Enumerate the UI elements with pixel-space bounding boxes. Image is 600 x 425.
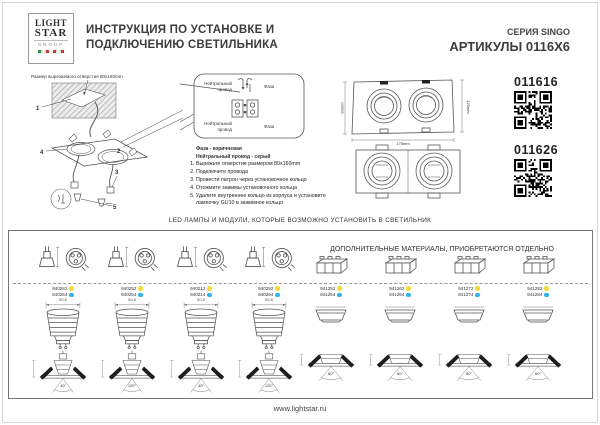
lamp-width-dim: 50.8 bbox=[59, 297, 67, 302]
article-code: 940262 bbox=[52, 285, 68, 291]
article-code: 941284 bbox=[527, 292, 543, 298]
article-code: 940254 bbox=[121, 292, 137, 298]
product-011616 bbox=[514, 75, 574, 129]
cross-section-drawing bbox=[98, 350, 166, 395]
callout-3: 3 bbox=[115, 170, 119, 176]
module-icon bbox=[380, 255, 420, 277]
module-icon bbox=[449, 255, 489, 277]
beam-angle: 60° bbox=[534, 371, 542, 376]
svg-text:Нейтральный: Нейтральный bbox=[204, 121, 232, 126]
warm-dot-icon bbox=[207, 286, 212, 291]
callout-2: 2 bbox=[117, 149, 121, 155]
warm-dot-icon bbox=[138, 286, 143, 291]
article-codes bbox=[297, 285, 365, 298]
module-drawing bbox=[449, 306, 489, 324]
article-code: 940252 bbox=[121, 285, 137, 291]
articles-label: АРТИКУЛЫ 0116X6 bbox=[449, 39, 570, 54]
svg-text:провод: провод bbox=[217, 87, 232, 92]
cross-section-drawing bbox=[366, 338, 434, 383]
neutral-wire-label: Нейтральный bbox=[204, 81, 232, 86]
warm-dot-icon bbox=[475, 286, 480, 291]
lamp-drawing bbox=[173, 302, 229, 349]
cool-dot-icon bbox=[544, 293, 549, 298]
article-code: 941282 bbox=[527, 285, 543, 291]
beam-angle: 40° bbox=[197, 383, 205, 388]
module-drawing bbox=[380, 306, 420, 324]
article-number: 011626 bbox=[514, 143, 559, 157]
neutral-color-note: Нейтральный провод - серый bbox=[196, 154, 271, 160]
lamp-width-dim: 50.8 bbox=[265, 297, 273, 302]
module-column bbox=[504, 231, 572, 396]
lamp-column bbox=[29, 231, 97, 396]
article-code: 941262 bbox=[389, 285, 405, 291]
beam-angle: 40° bbox=[59, 383, 67, 388]
article-codes bbox=[504, 285, 572, 298]
module-column bbox=[435, 231, 503, 396]
website-url: www.lightstar.ru bbox=[273, 404, 327, 413]
cross-section-drawing bbox=[167, 350, 235, 395]
beam-angle: 120° bbox=[264, 383, 274, 388]
module-icon bbox=[311, 255, 351, 277]
lamp-drawing bbox=[104, 302, 160, 349]
article-number: 011616 bbox=[514, 75, 559, 89]
callout-4: 4 bbox=[40, 150, 44, 156]
series-label: СЕРИЯ SINGO bbox=[507, 27, 570, 37]
module-icon bbox=[518, 255, 558, 277]
height-dimension: 92mm bbox=[340, 102, 345, 114]
cutout-size-note: Размер вырезаемого отверстия 80x160mm bbox=[31, 74, 123, 79]
article-code: 940292 bbox=[258, 285, 274, 291]
step-4: 4. Отожмите зажимы установочного кольца bbox=[196, 185, 339, 192]
cool-dot-icon bbox=[475, 293, 480, 298]
lamp-width-dim: 50.8 bbox=[197, 297, 205, 302]
logo-flags-icon bbox=[29, 50, 73, 53]
article-code: 941252 bbox=[320, 285, 336, 291]
lamp-icon bbox=[31, 238, 95, 276]
article-code: 940294 bbox=[258, 292, 274, 298]
phase-label: Фаза bbox=[264, 84, 275, 89]
module-drawing bbox=[311, 306, 351, 324]
depth-dimension: 120mm bbox=[466, 100, 471, 114]
module-column bbox=[366, 231, 434, 396]
article-code: 940264 bbox=[52, 292, 68, 298]
article-code: 941254 bbox=[320, 292, 336, 298]
installation-diagram bbox=[25, 70, 183, 216]
lamp-column bbox=[167, 231, 235, 396]
article-codes bbox=[435, 285, 503, 298]
svg-text:Фаза: Фаза bbox=[264, 124, 275, 129]
product-011626 bbox=[514, 143, 574, 197]
lamp-column bbox=[98, 231, 166, 396]
page-title: ИНСТРУКЦИЯ ПО УСТАНОВКЕ И ПОДКЛЮЧЕНИЮ СВЕТИЛЬНИКА bbox=[86, 24, 278, 51]
wiring-diagram bbox=[180, 72, 308, 166]
beam-angle: 60° bbox=[327, 371, 335, 376]
qr-code-icon bbox=[514, 159, 552, 197]
callout-5: 5 bbox=[113, 205, 117, 211]
logo-text: LIGHT bbox=[34, 18, 67, 28]
cross-section-drawing bbox=[29, 350, 97, 395]
svg-text:провод: провод bbox=[217, 127, 232, 132]
warm-dot-icon bbox=[406, 286, 411, 291]
lamp-column bbox=[235, 231, 303, 396]
article-code: 940212 bbox=[190, 285, 206, 291]
warm-dot-icon bbox=[69, 286, 74, 291]
lamp-drawing bbox=[241, 302, 297, 349]
callout-1: 1 bbox=[36, 106, 40, 112]
compatible-lamps-box bbox=[8, 230, 593, 399]
article-code: 940214 bbox=[190, 292, 206, 298]
lamp-drawing bbox=[35, 302, 91, 349]
step-2: 2. Подключите провода bbox=[196, 169, 339, 176]
lightstar-logo: LIGHT STAR GROUP bbox=[28, 13, 74, 64]
cross-section-drawing bbox=[297, 338, 365, 383]
warm-dot-icon bbox=[275, 286, 280, 291]
cool-dot-icon bbox=[337, 293, 342, 298]
cross-section-drawing bbox=[435, 338, 503, 383]
cross-section-drawing bbox=[235, 350, 303, 395]
top-view-drawing bbox=[348, 143, 468, 201]
module-column bbox=[297, 231, 365, 396]
lamps-banner: LED ЛАМПЫ И МОДУЛИ, КОТОРЫЕ ВОЗМОЖНО УСТАНОВИТЬ В СВЕТИЛЬНИК bbox=[168, 217, 432, 224]
step-5: 5. Удалите внутреннее кольцо из корпуса и установите лампочку GU10 в зажимное кольцо bbox=[196, 193, 339, 208]
module-drawing bbox=[518, 306, 558, 324]
warm-dot-icon bbox=[337, 286, 342, 291]
article-code: 941274 bbox=[458, 292, 474, 298]
lamp-icon bbox=[100, 238, 164, 276]
beam-angle: 60° bbox=[396, 371, 404, 376]
qr-code-icon bbox=[514, 91, 552, 129]
phase-color-note: Фаза - коричневая bbox=[196, 146, 242, 152]
warm-dot-icon bbox=[544, 286, 549, 291]
lamp-icon bbox=[169, 238, 233, 276]
article-code: 941272 bbox=[458, 285, 474, 291]
step-1: 1. Вырежьте отверстие размером 80х160mm bbox=[196, 161, 339, 168]
lamp-icon bbox=[237, 238, 301, 276]
step-3: 3. Провести патрон через установочное кольцо bbox=[196, 177, 339, 184]
lamp-width-dim: 50.8 bbox=[128, 297, 136, 302]
front-view-drawing bbox=[340, 74, 476, 146]
cross-section-drawing bbox=[504, 338, 572, 383]
installation-steps bbox=[187, 161, 339, 208]
extras-heading: ДОПОЛНИТЕЛЬНЫЕ МАТЕРИАЛЫ, ПРИОБРЕТАЮТСЯ ОТДЕЛЬНО bbox=[330, 246, 554, 253]
width-dimension: 175mm bbox=[396, 141, 410, 146]
beam-angle: 60° bbox=[465, 371, 473, 376]
article-code: 941264 bbox=[389, 292, 405, 298]
beam-angle: 120° bbox=[127, 383, 137, 388]
article-codes bbox=[366, 285, 434, 298]
cool-dot-icon bbox=[406, 293, 411, 298]
